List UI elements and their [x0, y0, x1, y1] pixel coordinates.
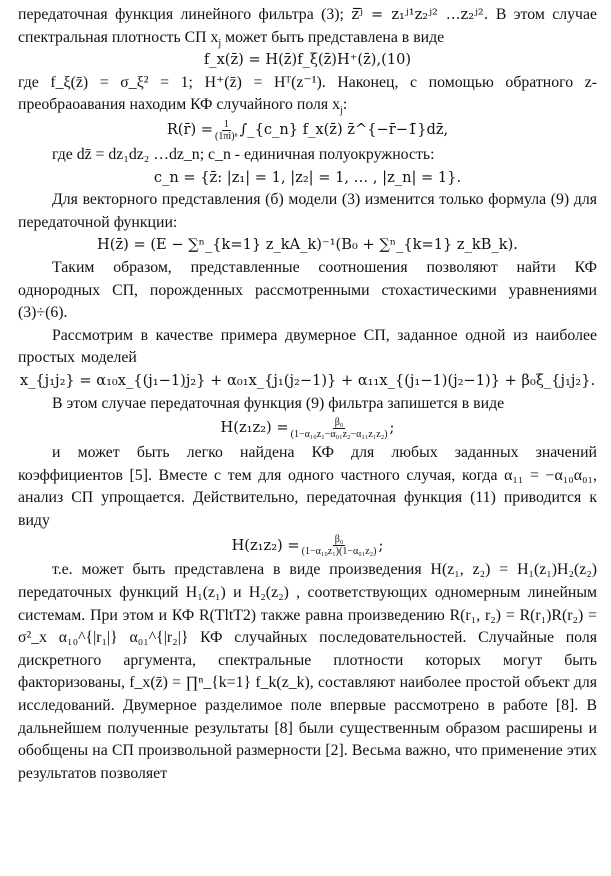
equation-transfer-factorized: H(z₁z₂) = $\frac{\text{β₀}}{\text{(1−α₁₀z₁)(1−α₀₁z₂)}}$ ;	[231, 534, 384, 558]
paragraph-1: передаточная функция линейного фильтра (3); z̄ʲ̄ = z₁ʲ¹z₂ʲ² …z₂ʲ². В этом случае спектральная плотность СП $x_j$ может быть представлена в виде	[18, 6, 598, 49]
equation-transfer-2d: H(z₁z₂) = $\frac{\text{β₀}}{\text{(1−α₁₀z₁−α₀₁z₂−α₁₁z₁z₂)}}$ ;	[220, 417, 395, 441]
paragraph-7: В этом случае передаточная функция (9) фильтра запишется в виде	[52, 394, 505, 412]
paragraph-4: Для векторного представления (б) модели (3) изменится только формула (9) для передаточной функции:	[18, 191, 597, 231]
fraction: $\frac{\text{β₀}}{\text{(1−α₁₀z₁−α₀₁z₂−α₁₁z₁z₂)}}$	[290, 417, 388, 441]
equation-correlation-integral: R(r̄) = $\frac{1}{\text{(1πi)ⁿ}}$ ∫_{c_n} f_x(z̄) z̄^{−r̄−1̄}dz̄,	[166, 118, 449, 142]
equation-model: x_{j₁j₂} = α₁₀x_{(j₁−1)j₂} + α₀₁x_{j₁(j₂−1)} + α₁₁x_{(j₁−1)(j₂−1)} + β₀ξ_{j₁j₂}.	[19, 371, 596, 389]
equation-transfer-vector: H(z̄) = (E − ∑ⁿ_{k=1} z_kA_k)⁻¹(B₀ + ∑ⁿ_{k=1} z_kB_k).	[97, 236, 518, 254]
paragraph-8: и может быть легко найдена КФ для любых заданных значений коэффициентов [5]. Вместе с тем для одного частного случая, когда α₁₁ = −α₁₀α₀₁, анализ СП упрощается. Действительно, передаточная функция (11) приводится к виду	[18, 444, 597, 529]
equation-z-power: z̄ʲ̄ = z₁ʲ¹z₂ʲ² …z₂ʲ².	[351, 6, 489, 23]
fraction: $\frac{\text{β₀}}{\text{(1−α₁₀z₁)(1−α₀₁z₂)}}$	[301, 534, 377, 558]
fraction: $\frac{1}{\text{(1πi)ⁿ}}$	[215, 118, 238, 142]
paragraph-5: Таким образом, представленные соотношения позволяют найти КФ однородных СП, порожденных рассмотренными стохастическими уравнениями (3)÷(6).	[18, 258, 597, 322]
paragraph-3: где dz̄ = dz₁dz₂ …dz_n; c_n - единичная полуокружность:	[52, 145, 435, 163]
paragraph-6: Рассмотрим в качестве примера двумерное СП, заданное одной из наиболее простых моделей	[18, 326, 597, 367]
equation-cn: c_n = {z̄: |z₁| = 1, |z₂| = 1, … , |z_n| = 1}.	[153, 168, 462, 186]
equation-10: f_x(z̄) = H(z̄)f_ξ(z̄)H⁺(z̄),(10)	[203, 51, 412, 69]
paragraph-9: т.е. может быть представлена в виде произведения H(z₁, z₂) = H₁(z₁)H₂(z₂) передаточных функций H₁(z₁) и H₂(z₂) , соответствующих одномерным линейным системам. При этом и КФ R(TltT2) также равна произведению R(r₁, r₂) = R(r₁)R(r₂) = σ²_x α₁₀^{|r₁|} α₀₁^{|r₂|} КФ случайных последовательностей. Случайные поля дискретного аргумента, спектральные плотности которых могут быть факторизованы, f_x(z̄) = ∏ⁿ_{k=1} f_k(z_k), составляют наиболее простой объект для исследований. Двумерное разделимое поле впервые рассмотрено в работе [8]. В дальнейшем полученные результаты [8] были существенным образом расширены и обобщены на СП произвольной размерности [2]. Весьма важно, что применение этих результатов позволяет	[18, 561, 597, 782]
paragraph-2: где f_ξ(z̄) = σ_ξ² = 1; H⁺(z̄) = Hᵀ(z⁻¹). Наконец, с помощью обратного z-преобраоавания находим КФ случайного поля $x_j$:	[18, 73, 597, 117]
